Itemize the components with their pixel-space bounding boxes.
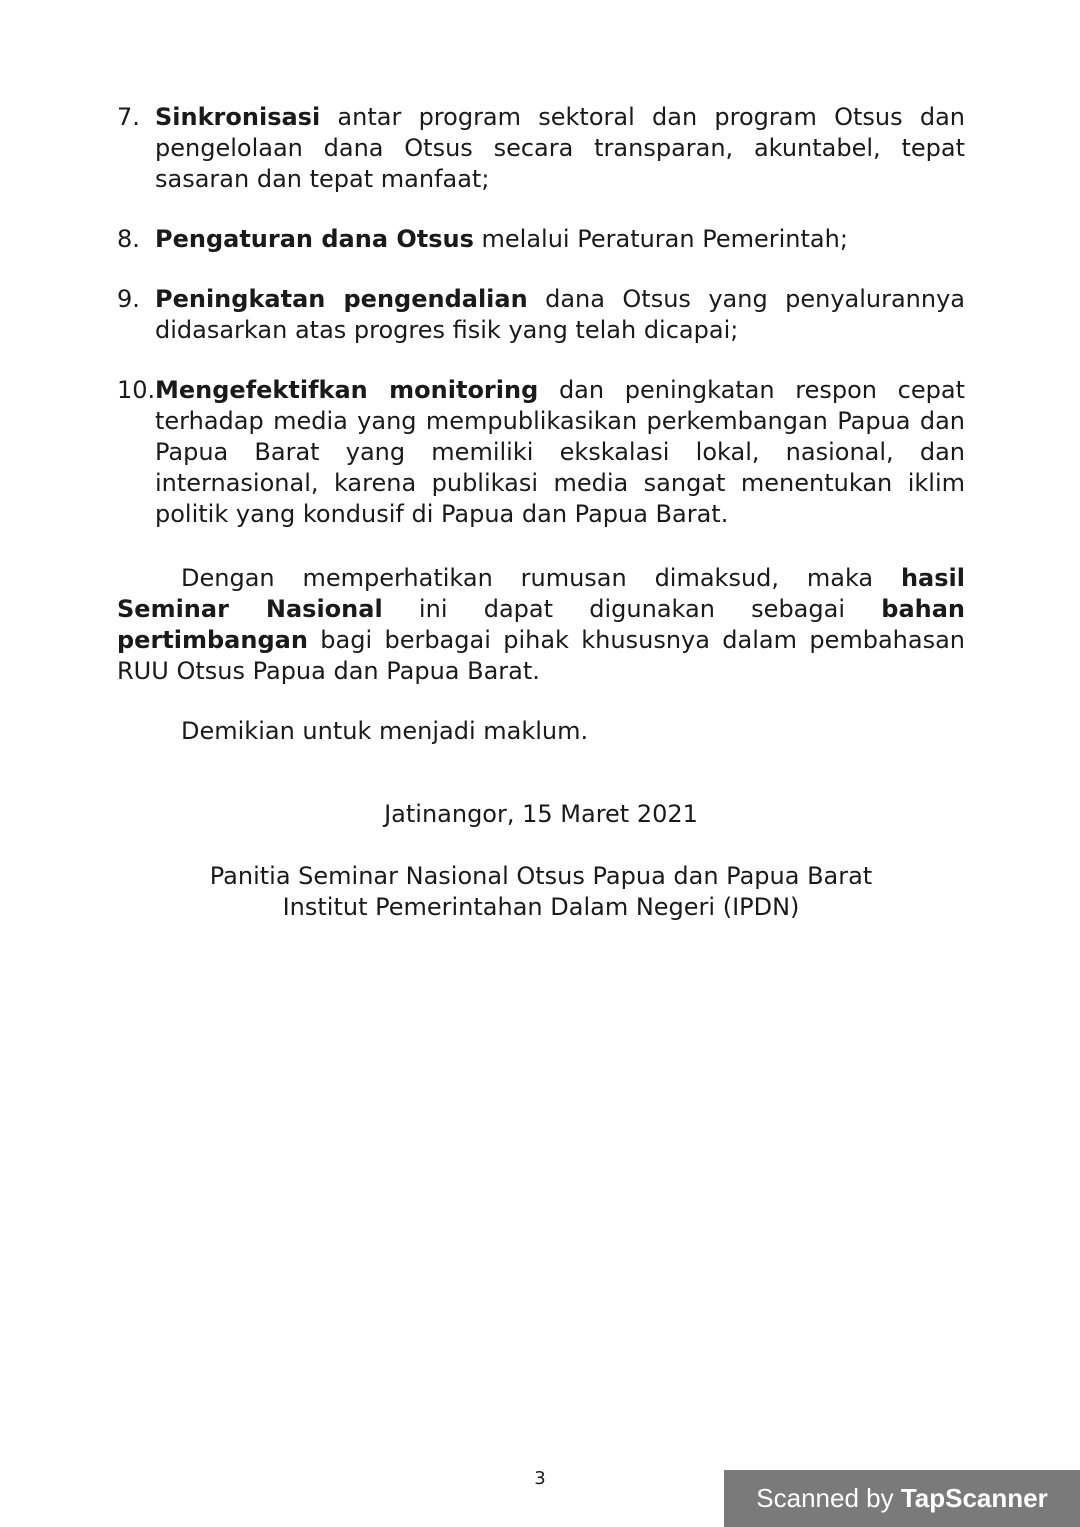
list-item xyxy=(117,224,965,255)
item-bold-text: Sinkronisasi xyxy=(155,103,321,131)
watermark-brand: TapScanner xyxy=(900,1483,1048,1513)
signatory-line-2: Institut Pemerintahan Dalam Negeri (IPDN) xyxy=(282,893,800,921)
list-item xyxy=(117,284,965,346)
paragraph-text: bagi berbagai pihak khususnya dalam pembahasan RUU Otsus Papua dan Papua Barat. xyxy=(117,626,965,685)
list-item xyxy=(117,102,965,195)
item-number: 9. xyxy=(117,285,140,313)
item-body xyxy=(155,375,965,530)
item-number: 10. xyxy=(117,376,156,404)
item-body xyxy=(155,224,965,255)
page-number: 3 xyxy=(534,1468,546,1489)
paragraph-bold-text: hasil Seminar Nasional xyxy=(117,564,965,623)
paragraph-bold-text: bahan pertimbangan xyxy=(117,595,966,654)
watermark-prefix: Scanned by xyxy=(756,1483,901,1513)
item-text: dana Otsus yang penyalurannya didasarkan atas progres fisik yang telah dicapai; xyxy=(155,285,966,344)
paragraph-text: Dengan memperhatikan rumusan dimaksud, maka xyxy=(181,564,901,592)
signatory-line-1: Panitia Seminar Nasional Otsus Papua dan Papua Barat xyxy=(209,862,873,890)
place-date: Jatinangor, 15 Maret 2021 xyxy=(384,800,698,828)
item-body xyxy=(155,102,965,195)
item-text: antar program sektoral dan program Otsus dan pengelolaan dana Otsus secara transparan, akuntabel, tepat sasaran dan tepat manfaat; xyxy=(155,103,965,193)
list-item xyxy=(117,375,965,530)
item-text: dan peningkatan respon cepat terhadap media yang mempublikasikan perkembangan Papua dan Papua Barat yang memiliki ekskalasi lokal, nasional, dan internasional, karena publikasi media sangat menentukan iklim politik yang kondusif di Papua dan Papua Barat. xyxy=(155,376,965,528)
item-text: melalui Peraturan Pemerintah; xyxy=(473,225,848,253)
item-bold-text: Pengaturan dana Otsus xyxy=(155,225,474,253)
paragraph-text: ini dapat digunakan sebagai xyxy=(382,595,882,623)
recommendation-list xyxy=(117,102,965,559)
item-bold-text: Mengefektifkan monitoring xyxy=(155,376,539,404)
item-bold-text: Peningkatan pengendalian xyxy=(155,285,528,313)
scanner-watermark xyxy=(724,1470,1080,1527)
closing-paragraph xyxy=(117,563,965,687)
closing-line: Demikian untuk menjadi maklum. xyxy=(181,717,589,745)
item-body xyxy=(155,284,965,346)
item-number: 8. xyxy=(117,225,140,253)
item-number: 7. xyxy=(117,103,140,131)
